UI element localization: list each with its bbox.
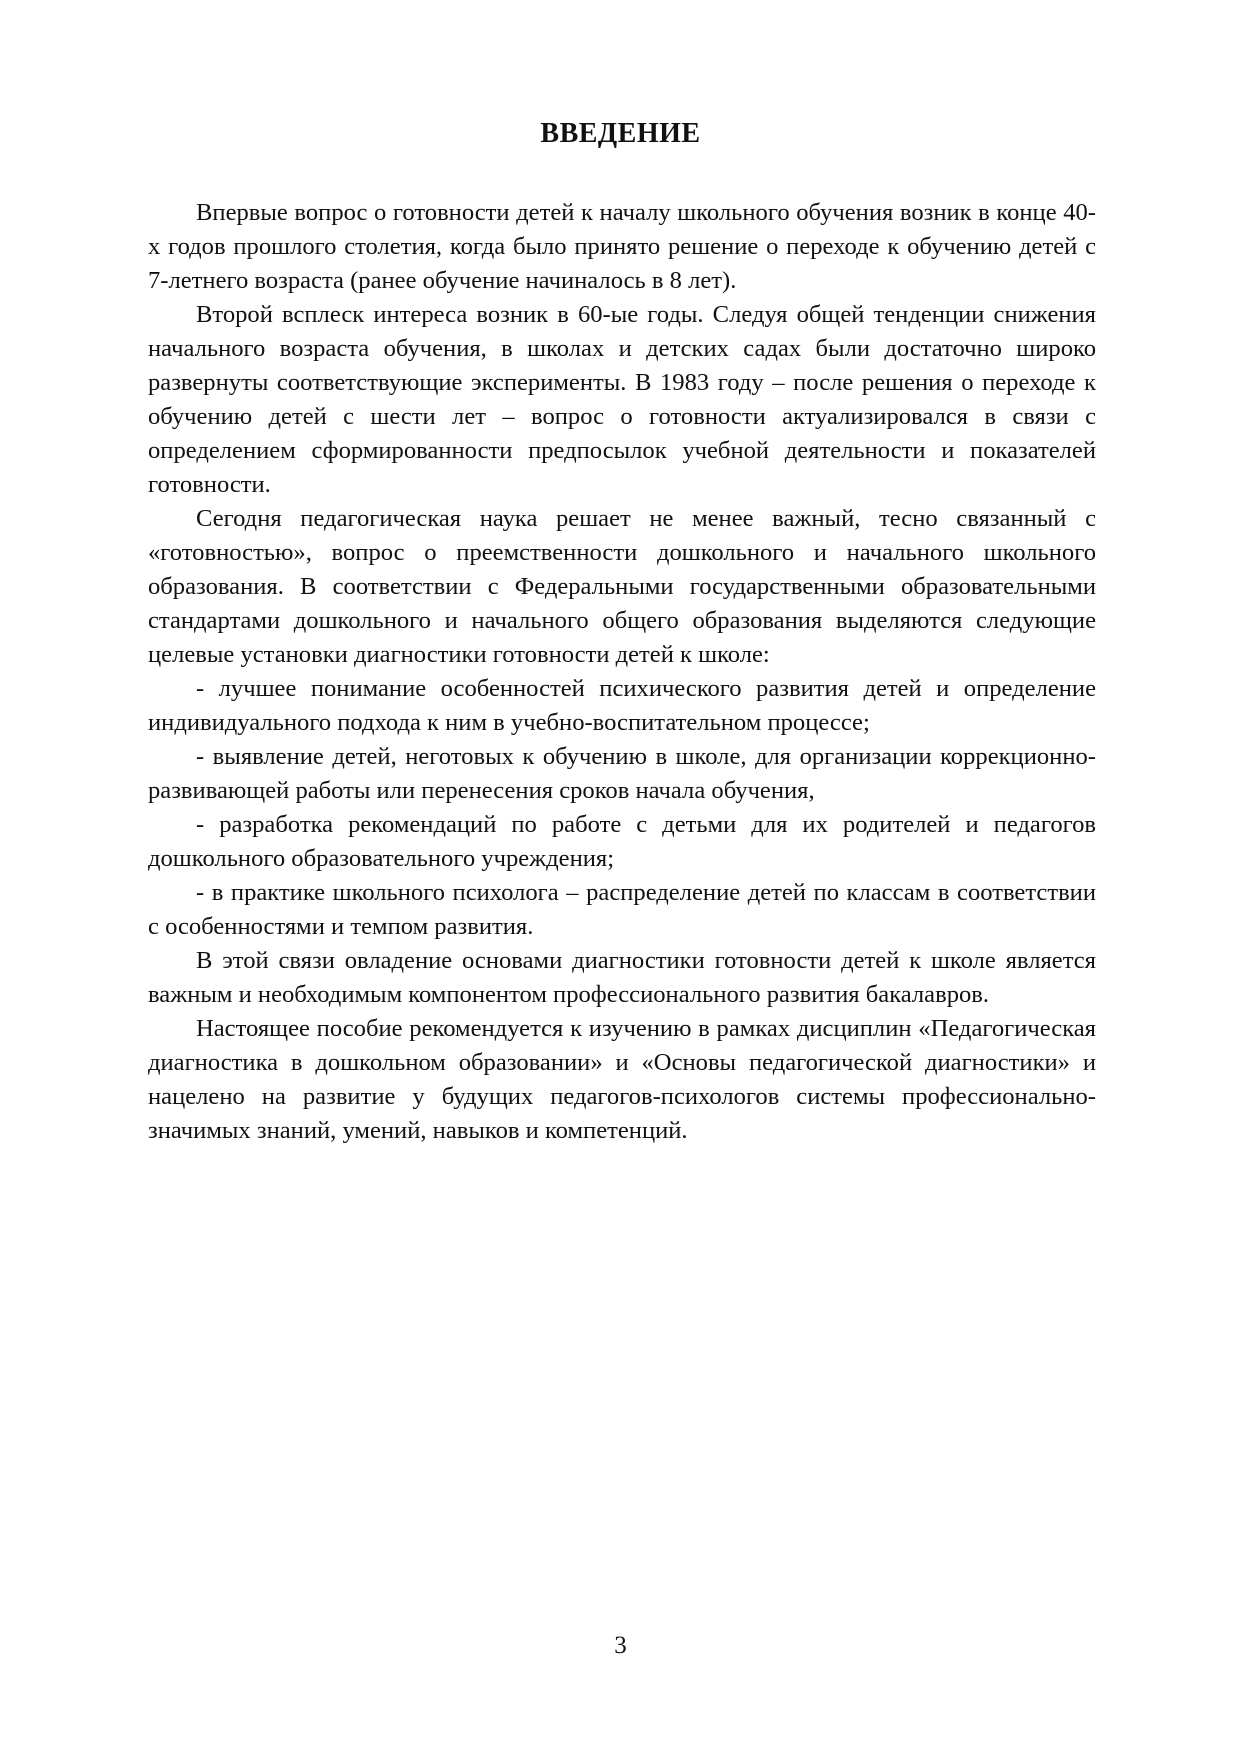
list-item: - в практике школьного психолога – распределение детей по классам в соответствии с особенностями и темпом развития. (148, 879, 1096, 940)
list-item: - разработка рекомендаций по работе с детьми для их родителей и педагогов дошкольного образовательного учреждения; (148, 811, 1096, 872)
list-item: - выявление детей, неготовых к обучению в школе, для организации коррекционно-развивающей работы или перенесения сроков начала обучения, (148, 743, 1096, 804)
paragraph-recommendation: Настоящее пособие рекомендуется к изучению в рамках дисциплин «Педагогическая диагностика в дошкольном образовании» и «Основы педагогической диагностики» и нацелено на развитие у будущих педагогов-психологов системы профессионально-значимых знаний, умений, навыков и компетенций. (148, 1015, 1096, 1144)
paragraph-significance: В этой связи овладение основами диагностики готовности детей к школе является важным и необходимым компонентом профессионального развития бакалавров. (148, 947, 1096, 1008)
body-text (148, 196, 1096, 1148)
paragraph-continuity: Сегодня педагогическая наука решает не менее важный, тесно связанный с «готовностью», вопрос о преемственности дошкольного и начального школьного образования. В соответствии с Федеральными государственными образовательными стандартами дошкольного и начального общего образования выделяются следующие целевые установки диагностики готовности детей к школе: (148, 505, 1096, 668)
paragraph-intro-history: Впервые вопрос о готовности детей к началу школьного обучения возник в конце 40-х годов прошлого столетия, когда было принято решение о переходе к обучению детей с 7-летнего возраста (ранее обучение начиналось в 8 лет). (148, 199, 1096, 294)
list-item: - лучшее понимание особенностей психического развития детей и определение индивидуального подхода к ним в учебно-воспитательном процессе; (148, 675, 1096, 736)
paragraph-second-wave: Второй всплеск интереса возник в 60-ые годы. Следуя общей тенденции снижения начального возраста обучения, в школах и детских садах были достаточно широко развернуты соответствующие эксперименты. В 1983 году – после решения о переходе к обучению детей с шести лет – вопрос о готовности актуализировался в связи с определением сформированности предпосылок учебной деятельности и показателей готовности. (148, 301, 1096, 498)
page-number: 3 (614, 1632, 627, 1659)
page-title: ВВЕДЕНИЕ (540, 118, 701, 149)
